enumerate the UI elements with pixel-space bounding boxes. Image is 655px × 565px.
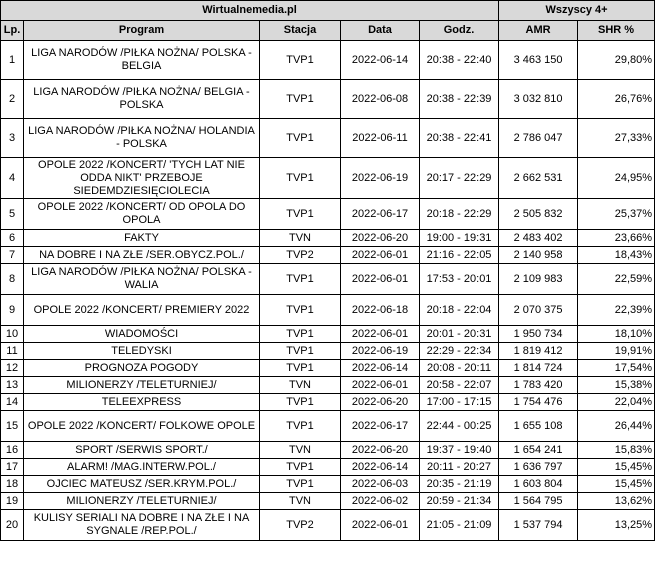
row-stacja: TVP1 xyxy=(260,199,341,230)
row-godz: 17:00 - 17:15 xyxy=(420,394,499,411)
row-shr: 27,33% xyxy=(578,119,655,158)
row-data: 2022-06-01 xyxy=(341,377,420,394)
row-shr: 22,04% xyxy=(578,394,655,411)
row-data: 2022-06-01 xyxy=(341,510,420,541)
table-row xyxy=(1,442,655,459)
row-stacja: TVP1 xyxy=(260,476,341,493)
row-shr: 15,45% xyxy=(578,459,655,476)
col-stacja-header: Stacja xyxy=(260,21,341,41)
row-godz: 19:37 - 19:40 xyxy=(420,442,499,459)
row-lp: 6 xyxy=(1,230,24,247)
row-shr: 19,91% xyxy=(578,343,655,360)
row-stacja: TVN xyxy=(260,230,341,247)
row-godz: 19:00 - 19:31 xyxy=(420,230,499,247)
row-shr: 18,10% xyxy=(578,326,655,343)
col-data-header: Data xyxy=(341,21,420,41)
row-stacja: TVP1 xyxy=(260,80,341,119)
row-lp: 3 xyxy=(1,119,24,158)
row-lp: 12 xyxy=(1,360,24,377)
table-row xyxy=(1,343,655,360)
row-shr: 15,45% xyxy=(578,476,655,493)
table-row xyxy=(1,459,655,476)
row-lp: 16 xyxy=(1,442,24,459)
row-shr: 23,66% xyxy=(578,230,655,247)
table-row xyxy=(1,326,655,343)
row-lp: 14 xyxy=(1,394,24,411)
row-amr: 1 754 476 xyxy=(499,394,578,411)
row-amr: 2 662 531 xyxy=(499,158,578,199)
row-shr: 15,38% xyxy=(578,377,655,394)
table-row xyxy=(1,119,655,158)
row-godz: 20:11 - 20:27 xyxy=(420,459,499,476)
row-program: OJCIEC MATEUSZ /SER.KRYM.POL./ xyxy=(24,476,260,493)
row-godz: 20:18 - 22:04 xyxy=(420,295,499,326)
row-stacja: TVP1 xyxy=(260,411,341,442)
row-stacja: TVP1 xyxy=(260,459,341,476)
row-shr: 24,95% xyxy=(578,158,655,199)
row-program: LIGA NARODÓW /PIŁKA NOŻNA/ BELGIA - POLSKA xyxy=(24,80,260,119)
row-stacja: TVP1 xyxy=(260,360,341,377)
row-program: ALARM! /MAG.INTERW.POL./ xyxy=(24,459,260,476)
row-godz: 20:17 - 22:29 xyxy=(420,158,499,199)
row-godz: 17:53 - 20:01 xyxy=(420,264,499,295)
col-godz-header: Godz. xyxy=(420,21,499,41)
row-amr: 2 505 832 xyxy=(499,199,578,230)
row-program: TELEEXPRESS xyxy=(24,394,260,411)
row-lp: 15 xyxy=(1,411,24,442)
row-lp: 18 xyxy=(1,476,24,493)
row-amr: 1 564 795 xyxy=(499,493,578,510)
col-lp-header: Lp. xyxy=(1,21,24,41)
row-shr: 15,83% xyxy=(578,442,655,459)
row-program: OPOLE 2022 /KONCERT/ OD OPOLA DO OPOLA xyxy=(24,199,260,230)
source-header: Wirtualnemedia.pl xyxy=(1,1,499,21)
row-stacja: TVP1 xyxy=(260,264,341,295)
row-shr: 26,76% xyxy=(578,80,655,119)
row-godz: 20:38 - 22:41 xyxy=(420,119,499,158)
row-stacja: TVP2 xyxy=(260,510,341,541)
row-amr: 1 636 797 xyxy=(499,459,578,476)
row-data: 2022-06-17 xyxy=(341,199,420,230)
table-row xyxy=(1,360,655,377)
row-stacja: TVP2 xyxy=(260,247,341,264)
row-amr: 3 463 150 xyxy=(499,41,578,80)
row-stacja: TVP1 xyxy=(260,394,341,411)
audience-header: Wszyscy 4+ xyxy=(499,1,655,21)
row-data: 2022-06-01 xyxy=(341,326,420,343)
row-godz: 20:59 - 21:34 xyxy=(420,493,499,510)
row-lp: 20 xyxy=(1,510,24,541)
row-amr: 1 655 108 xyxy=(499,411,578,442)
row-amr: 2 483 402 xyxy=(499,230,578,247)
row-stacja: TVP1 xyxy=(260,41,341,80)
table-row xyxy=(1,199,655,230)
table-row xyxy=(1,80,655,119)
row-program: NA DOBRE I NA ZŁE /SER.OBYCZ.POL./ xyxy=(24,247,260,264)
row-program: TELEDYSKI xyxy=(24,343,260,360)
row-shr: 25,37% xyxy=(578,199,655,230)
row-program: LIGA NARODÓW /PIŁKA NOŻNA/ HOLANDIA - POLSKA xyxy=(24,119,260,158)
row-program: WIADOMOŚCI xyxy=(24,326,260,343)
row-lp: 5 xyxy=(1,199,24,230)
row-data: 2022-06-20 xyxy=(341,230,420,247)
table-row xyxy=(1,247,655,264)
row-shr: 29,80% xyxy=(578,41,655,80)
row-amr: 1 819 412 xyxy=(499,343,578,360)
row-data: 2022-06-14 xyxy=(341,459,420,476)
table-row xyxy=(1,493,655,510)
row-amr: 1 783 420 xyxy=(499,377,578,394)
table-row xyxy=(1,264,655,295)
table-row xyxy=(1,158,655,199)
table-row xyxy=(1,411,655,442)
row-amr: 1 537 794 xyxy=(499,510,578,541)
row-data: 2022-06-14 xyxy=(341,41,420,80)
row-lp: 13 xyxy=(1,377,24,394)
row-shr: 22,39% xyxy=(578,295,655,326)
row-amr: 2 109 983 xyxy=(499,264,578,295)
row-lp: 7 xyxy=(1,247,24,264)
row-amr: 1 603 804 xyxy=(499,476,578,493)
col-shr-header: SHR % xyxy=(578,21,655,41)
row-lp: 8 xyxy=(1,264,24,295)
col-amr-header: AMR xyxy=(499,21,578,41)
row-stacja: TVN xyxy=(260,442,341,459)
row-data: 2022-06-18 xyxy=(341,295,420,326)
table-row xyxy=(1,394,655,411)
row-data: 2022-06-19 xyxy=(341,158,420,199)
row-lp: 2 xyxy=(1,80,24,119)
row-lp: 19 xyxy=(1,493,24,510)
row-data: 2022-06-17 xyxy=(341,411,420,442)
row-godz: 21:16 - 22:05 xyxy=(420,247,499,264)
row-stacja: TVP1 xyxy=(260,326,341,343)
row-shr: 22,59% xyxy=(578,264,655,295)
row-data: 2022-06-20 xyxy=(341,442,420,459)
row-program: SPORT /SERWIS SPORT./ xyxy=(24,442,260,459)
row-data: 2022-06-01 xyxy=(341,247,420,264)
table-row xyxy=(1,476,655,493)
row-lp: 1 xyxy=(1,41,24,80)
row-godz: 20:38 - 22:40 xyxy=(420,41,499,80)
row-godz: 20:01 - 20:31 xyxy=(420,326,499,343)
row-stacja: TVN xyxy=(260,493,341,510)
table-row xyxy=(1,295,655,326)
row-data: 2022-06-20 xyxy=(341,394,420,411)
row-amr: 1 654 241 xyxy=(499,442,578,459)
row-shr: 13,62% xyxy=(578,493,655,510)
row-godz: 20:08 - 20:11 xyxy=(420,360,499,377)
row-amr: 2 786 047 xyxy=(499,119,578,158)
row-amr: 1 814 724 xyxy=(499,360,578,377)
row-stacja: TVP1 xyxy=(260,158,341,199)
row-lp: 11 xyxy=(1,343,24,360)
row-godz: 20:18 - 22:29 xyxy=(420,199,499,230)
row-program: LIGA NARODÓW /PIŁKA NOŻNA/ POLSKA - BELGIA xyxy=(24,41,260,80)
row-data: 2022-06-01 xyxy=(341,264,420,295)
row-amr: 2 140 958 xyxy=(499,247,578,264)
col-program-header: Program xyxy=(24,21,260,41)
row-lp: 4 xyxy=(1,158,24,199)
row-stacja: TVP1 xyxy=(260,295,341,326)
row-program: MILIONERZY /TELETURNIEJ/ xyxy=(24,377,260,394)
row-stacja: TVP1 xyxy=(260,119,341,158)
row-amr: 1 950 734 xyxy=(499,326,578,343)
row-godz: 20:35 - 21:19 xyxy=(420,476,499,493)
row-program: LIGA NARODÓW /PIŁKA NOŻNA/ POLSKA - WALIA xyxy=(24,264,260,295)
row-data: 2022-06-03 xyxy=(341,476,420,493)
row-shr: 17,54% xyxy=(578,360,655,377)
row-program: FAKTY xyxy=(24,230,260,247)
row-lp: 17 xyxy=(1,459,24,476)
row-lp: 9 xyxy=(1,295,24,326)
row-program: PROGNOZA POGODY xyxy=(24,360,260,377)
row-godz: 21:05 - 21:09 xyxy=(420,510,499,541)
row-godz: 22:44 - 00:25 xyxy=(420,411,499,442)
row-lp: 10 xyxy=(1,326,24,343)
row-data: 2022-06-14 xyxy=(341,360,420,377)
row-godz: 20:38 - 22:39 xyxy=(420,80,499,119)
table-row xyxy=(1,41,655,80)
row-program: OPOLE 2022 /KONCERT/ PREMIERY 2022 xyxy=(24,295,260,326)
table-row xyxy=(1,510,655,541)
table-row xyxy=(1,377,655,394)
row-shr: 18,43% xyxy=(578,247,655,264)
row-godz: 22:29 - 22:34 xyxy=(420,343,499,360)
header-group-row xyxy=(1,1,655,21)
table-row xyxy=(1,230,655,247)
column-header-row xyxy=(1,21,655,41)
row-data: 2022-06-11 xyxy=(341,119,420,158)
row-program: OPOLE 2022 /KONCERT/ FOLKOWE OPOLE xyxy=(24,411,260,442)
row-godz: 20:58 - 22:07 xyxy=(420,377,499,394)
row-program: KULISY SERIALI NA DOBRE I NA ZŁE I NA SYGNALE /REP.POL./ xyxy=(24,510,260,541)
row-data: 2022-06-02 xyxy=(341,493,420,510)
row-shr: 13,25% xyxy=(578,510,655,541)
row-amr: 3 032 810 xyxy=(499,80,578,119)
row-program: MILIONERZY /TELETURNIEJ/ xyxy=(24,493,260,510)
row-data: 2022-06-19 xyxy=(341,343,420,360)
row-stacja: TVN xyxy=(260,377,341,394)
row-program: OPOLE 2022 /KONCERT/ 'TYCH LAT NIE ODDA NIKT' PRZEBOJE SIEDEMDZIESIĘCIOLECIA xyxy=(24,158,260,199)
row-stacja: TVP1 xyxy=(260,343,341,360)
row-amr: 2 070 375 xyxy=(499,295,578,326)
row-shr: 26,44% xyxy=(578,411,655,442)
row-data: 2022-06-08 xyxy=(341,80,420,119)
